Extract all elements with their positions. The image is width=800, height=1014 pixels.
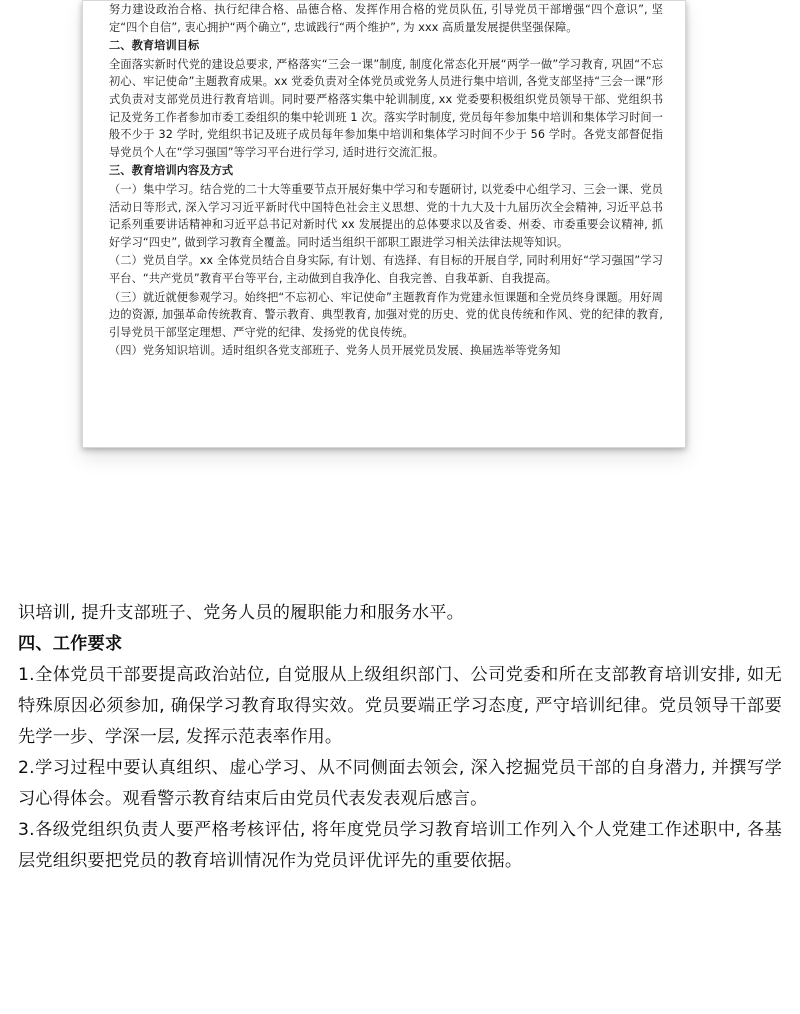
preview-section-heading: 二、教育培训目标 xyxy=(109,39,200,53)
main-paragraph: 1.全体党员干部要提高政治站位, 自觉服从上级组织部门、公司党委和所在支部教育培训安排, 如无特殊原因必须参加, 确保学习教育取得实效。党员要端正学习态度, 严守培训纪律。党员领导干部要先学一步、学深一层, 发挥示范表率作用。 xyxy=(18,665,782,747)
preview-paragraph: （三）就近就便参观学习。始终把“不忘初心、牢记使命”主题教育作为党建永恒课题和全党员终身课题。用好周边的资源, 加强革命传统教育、警示教育、典型教育, 加强对党的历史、党的优良传统和作风、党的纪律的教育, 引导党员干部坚定理想、严守党的纪律、发扬党的优良传统。 xyxy=(109,290,663,339)
preview-paragraph: （四）党务知识培训。适时组织各党支部班子、党务人员开展党员发展、换届选举等党务知 xyxy=(109,344,561,358)
preview-paragraph: 全面落实新时代党的建设总要求, 严格落实“三会一课”制度, 制度化常态化开展“两学一做”学习教育, 巩固“不忘初心、牢记使命”主题教育成果。xx 党委负责对全体党员或党务人员进行集中培训, 各党支部坚持“三会一课”形式负责对支部党员进行教育培训。同时要严格落实集中轮训制度, xx 党委要积极组织党员领导干部、党组织书记及党务工作者参加市委工委组织的集中轮训班 1 次。落实学时制度, 党员每年参加集中培训和集体学习时间一般不少于 32 学时, 党组织书记及班子成员每年参加集中培训和集体学习时间不少于 56 学时。各党支部督促指导党员个人在“学习强国”等学习平台进行学习, 适时进行交流汇报。 xyxy=(109,57,663,159)
preview-section-heading: 三、教育培训内容及方式 xyxy=(109,164,234,178)
document-preview-content xyxy=(109,1,663,439)
preview-paragraph: （二）党员自学。xx 全体党员结合自身实际, 有计划、有选择、有目标的开展自学, 同时利用好“学习强国”学习平台、“共产党员”教育平台等平台, 主动做到自我净化、自我完善、自我革新、自我提高。 xyxy=(109,254,663,285)
document-preview-card xyxy=(82,0,686,448)
document-main-content xyxy=(18,598,782,877)
main-section-heading: 四、工作要求 xyxy=(18,634,123,654)
preview-paragraph: 努力建设政治合格、执行纪律合格、品德合格、发挥作用合格的党员队伍, 引导党员干部增强“四个意识”, 坚定“四个自信”, 衷心拥护“两个确立”, 忠诚践行“两个维护”, 为 xxx 高质量发展提供坚强保障。 xyxy=(109,3,663,34)
main-paragraph: 2.学习过程中要认真组织、虚心学习、从不同侧面去领会, 深入挖掘党员干部的自身潜力, 并撰写学习心得体会。观看警示教育结束后由党员代表发表观后感言。 xyxy=(18,758,782,809)
main-paragraph: 识培训, 提升支部班子、党务人员的履职能力和服务水平。 xyxy=(18,603,465,623)
preview-paragraph: （一）集中学习。结合党的二十大等重要节点开展好集中学习和专题研讨, 以党委中心组学习、三会一课、党员活动日等形式, 深入学习习近平新时代中国特色社会主义思想、党的十九大及十九届历次全会精神, 习近平总书记系列重要讲话精神和习近平总书记对新时代 xx 发展提出的总体要求以及省委、州委、市委重要会议精神, 抓好学习“四史”, 做到学习教育全覆盖。同时适当组织干部职工跟进学习相关法律法规等知识。 xyxy=(109,182,663,249)
main-paragraph: 3.各级党组织负责人要严格考核评估, 将年度党员学习教育培训工作列入个人党建工作述职中, 各基层党组织要把党员的教育培训情况作为党员评优评先的重要依据。 xyxy=(18,820,782,871)
